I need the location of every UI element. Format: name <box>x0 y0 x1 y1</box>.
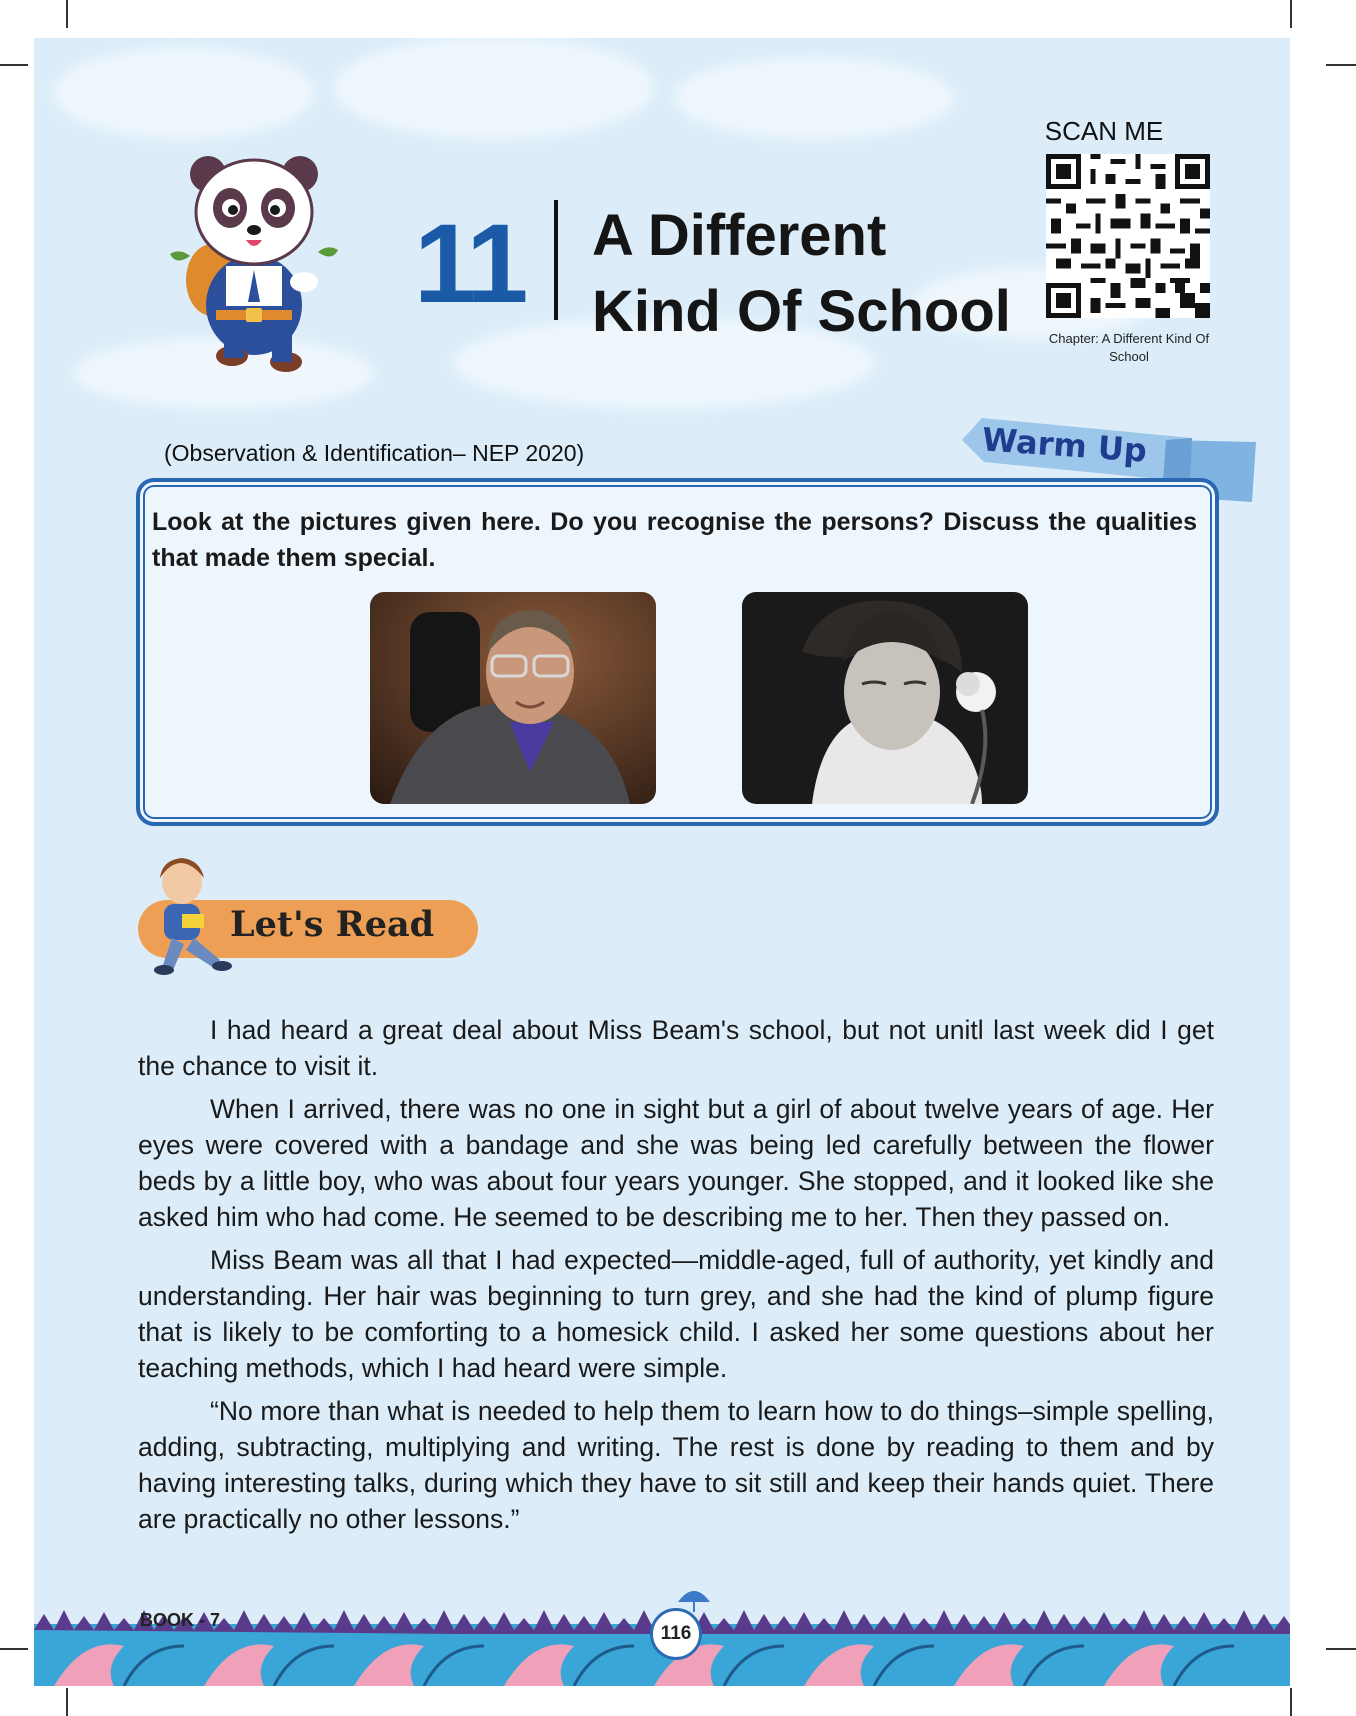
scan-me-label: SCAN ME <box>1044 116 1164 146</box>
qr-code-icon[interactable] <box>1046 154 1210 318</box>
crop-mark <box>0 1648 28 1650</box>
cloud <box>334 38 654 138</box>
observation-note: (Observation & Identification– NEP 2020) <box>164 440 585 466</box>
footer-book-label: BOOK - 7 <box>140 1610 221 1630</box>
chapter-title <box>592 198 1011 350</box>
story-paragraph: When I arrived, there was no one in sight but a girl of about twelve years of age. Her eyes were covered with a bandage and she was being led carefully between the flower beds by a little boy, who was about four years younger. She stopped, and it looked like she asked him who had come. He seemed to be describing me to her. Then they passed on. <box>138 1094 1214 1232</box>
chapter-title-line-1: A Different <box>592 203 887 268</box>
story-paragraph: Miss Beam was all that I had expected—middle-aged, full of authority, yet kindly and understanding. Her hair was beginning to turn grey, and she had the kind of plump figure that is likely to be comforting to a homesick child. I asked her some questions about her teaching methods, which I had heard were simple. <box>138 1245 1214 1383</box>
textbook-page <box>34 38 1290 1686</box>
reading-boy-icon <box>142 858 232 978</box>
warm-up-instruction: Look at the pictures given here. Do you recognise the persons? Discuss the qualities that made them special. <box>152 508 1197 572</box>
crop-mark <box>66 0 68 28</box>
panda-mascot-icon <box>154 130 354 380</box>
crop-mark <box>1326 64 1356 66</box>
portrait-photo-1 <box>370 592 656 804</box>
story-text <box>138 1012 1214 1544</box>
story-paragraph: I had heard a great deal about Miss Beam's school, but not unitl last week did I get the chance to visit it. <box>138 1015 1214 1081</box>
cloud <box>674 58 954 138</box>
cloud <box>54 48 314 138</box>
warm-up-label: Warm Up <box>980 420 1149 470</box>
chapter-title-line-2: Kind Of School <box>592 279 1011 344</box>
crop-mark <box>0 64 28 66</box>
crop-mark <box>1290 0 1292 28</box>
portrait-photo-2 <box>742 592 1028 804</box>
crop-mark <box>1326 1648 1356 1650</box>
lets-read-label: Let's Read <box>230 904 435 945</box>
crop-mark <box>1290 1688 1292 1716</box>
story-paragraph: “No more than what is needed to help them to learn how to do things–simple spelling, adding, subtracting, multiplying and writing. The rest is done by reading to them and by having interesting talks, during which they have to sit still and keep their hands quiet. There are practically no other lessons.” <box>138 1396 1214 1534</box>
chapter-number: 11 <box>414 201 525 326</box>
qr-caption: Chapter: A Different Kind Of School <box>1048 331 1210 364</box>
page-number: 116 <box>650 1608 702 1660</box>
crop-mark <box>66 1688 68 1716</box>
title-divider <box>554 200 558 320</box>
